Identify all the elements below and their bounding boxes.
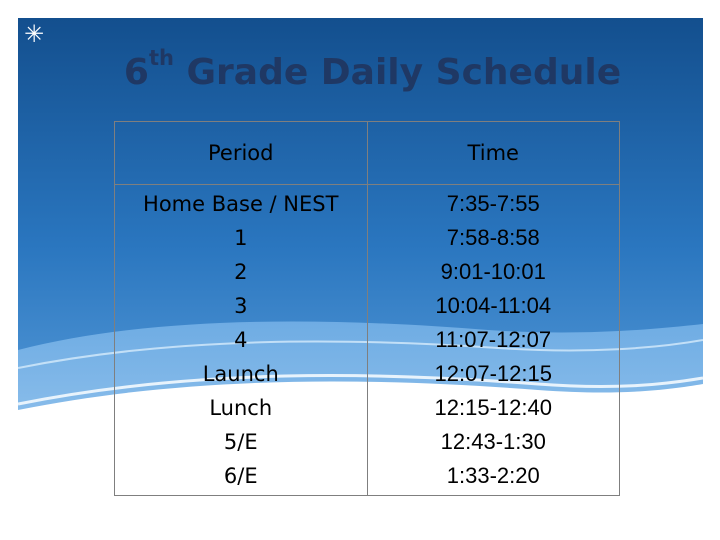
schedule-table xyxy=(114,121,620,496)
table-header-row xyxy=(115,122,620,185)
period-cell: 1 xyxy=(234,226,248,250)
time-cell: 12:43-1:30 xyxy=(440,429,546,454)
time-cell: 1:33-2:20 xyxy=(446,463,540,488)
table-body-row xyxy=(115,185,620,496)
title-number: 6 xyxy=(123,52,149,93)
time-column xyxy=(367,185,620,496)
period-column xyxy=(115,185,368,496)
column-header-time: Time xyxy=(367,122,620,185)
time-cell: 7:35-7:55 xyxy=(446,191,540,216)
time-cell: 12:15-12:40 xyxy=(434,395,552,420)
period-cell: 5/E xyxy=(223,430,258,454)
time-cell: 9:01-10:01 xyxy=(440,259,546,284)
title-text: Grade Daily Schedule xyxy=(173,52,622,93)
time-cell: 7:58-8:58 xyxy=(446,225,540,250)
period-cell: 4 xyxy=(234,328,248,352)
page-title xyxy=(0,46,720,93)
asterisk-icon: ✳ xyxy=(24,20,45,48)
period-cell: 3 xyxy=(234,294,248,318)
period-cell: Lunch xyxy=(209,396,273,420)
period-cell: Home Base / NEST xyxy=(143,192,339,216)
time-cell: 12:07-12:15 xyxy=(434,361,552,386)
time-cell: 10:04-11:04 xyxy=(435,293,552,318)
period-cell: 6/E xyxy=(223,464,258,488)
time-cell: 11:07-12:07 xyxy=(435,327,552,352)
period-cell: Launch xyxy=(202,362,279,386)
column-header-period: Period xyxy=(115,122,368,185)
period-cell: 2 xyxy=(234,260,248,284)
title-superscript: th xyxy=(148,46,174,70)
